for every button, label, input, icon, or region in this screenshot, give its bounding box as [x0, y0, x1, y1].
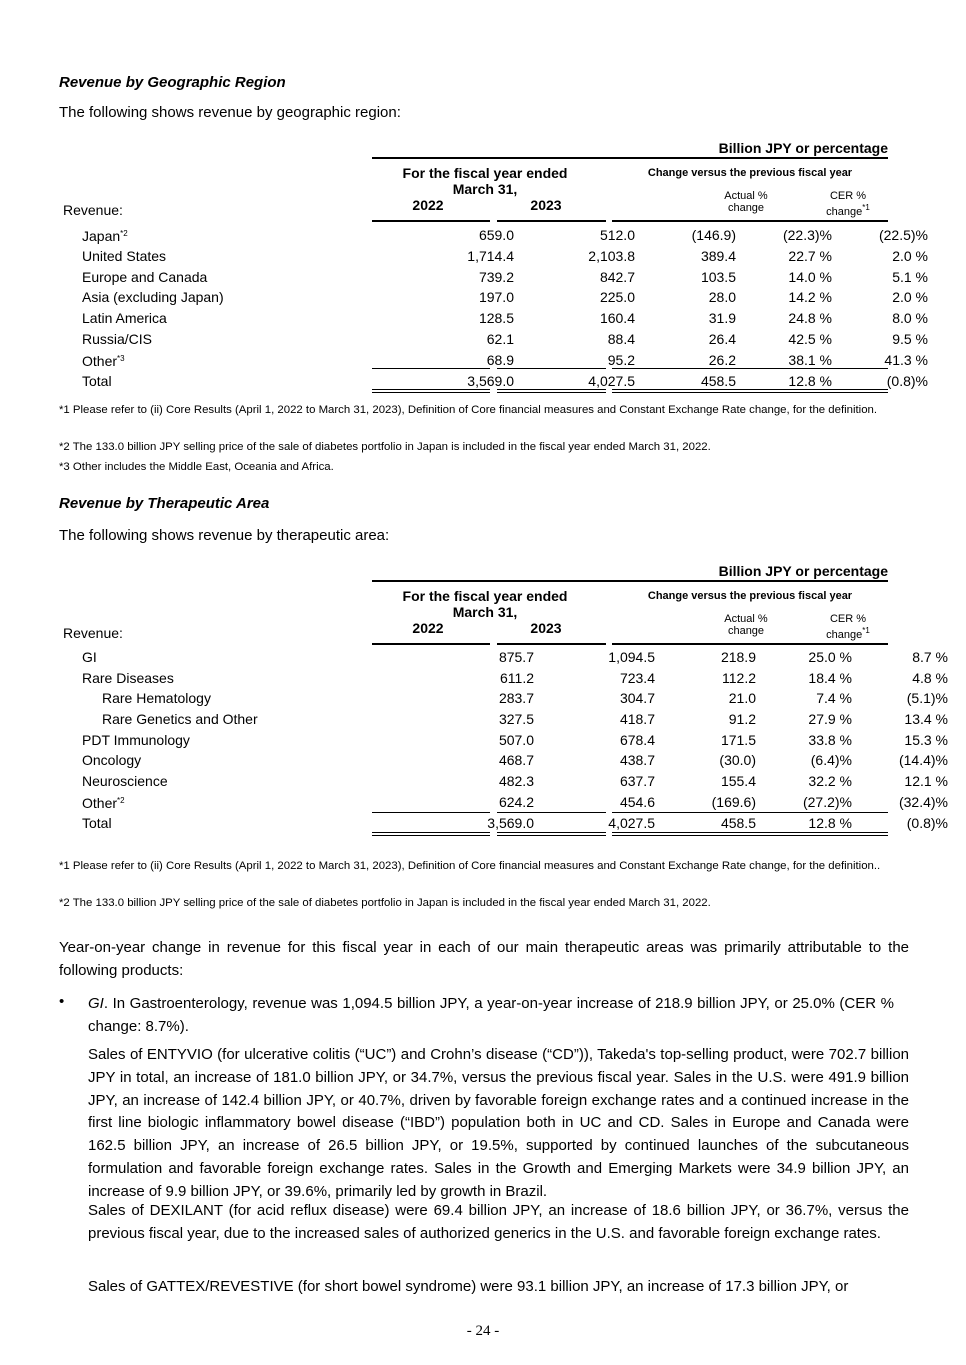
fiscal-year-header: For the fiscal year ended March 31,: [402, 165, 568, 197]
cer-change: (5.1)%: [906, 690, 948, 707]
cer-change: 2.0 %: [892, 289, 928, 306]
change-value: 112.2: [722, 669, 756, 686]
row-label-text: Other: [82, 352, 118, 369]
revenue-row-header: Revenue:: [63, 202, 123, 218]
row-label-text: Rare Diseases: [82, 669, 174, 686]
row-label-text: Neuroscience: [82, 772, 168, 789]
header-rule: [497, 643, 606, 645]
paragraph-gattex: Sales of GATTEX/REVESTIVE (for short bowel syndrome) were 93.1 billion JPY, an increase of 17.3 billion JPY, or: [88, 1278, 849, 1295]
bullet-text: . In Gastroenterology, revenue was 1,094.5 billion JPY, a year-on-year increase of 218.9 billion JPY, or 25.0% (CER % change: 8.7%).: [88, 995, 909, 1035]
actual-change: 24.8 %: [788, 310, 832, 327]
row-label: [58, 729, 416, 750]
paragraph-entyvio: Sales of ENTYVIO (for ulcerative colitis (“UC”) and Crohn’s disease (“CD”)), Takeda's top-selling product, were 702.7 billion JPY in total, an increase of 181.0 billion JPY, or 34.7%, versus the previous fiscal year. Sales in the U.S. were 491.9 billion JPY, an increase of 142.4 billion JPY, or 40.7%, driven by favorable foreign exchange rates and a continued increase in the first line biologic inflammatory bowel disease (“IBD”) population both in UC and CD. Sales in Europe and Canada were 162.5 billion JPY, an increase of 26.5 billion JPY, or 19.5%, supported by continued launches of the subcutaneous formulation and favorable foreign exchange rates. Sales in the Growth and Emerging Markets were 34.9 billion JPY, an increase of 9.9 billion JPY, or 39.6%, primarily led by growth in Brazil.: [88, 1046, 909, 1200]
cer-change-header: [808, 613, 888, 641]
cer-change: (32.4)%: [898, 794, 948, 811]
value-2022: 327.5: [498, 711, 534, 728]
actual-change: 12.8 %: [808, 815, 852, 832]
row-label: [58, 349, 396, 371]
row-label: [58, 813, 416, 834]
revenue-row-header: Revenue:: [63, 625, 123, 641]
cer-header-text: CER % change: [826, 613, 867, 641]
subtotal-rule: [372, 812, 490, 813]
row-label-text: Total: [82, 815, 112, 832]
row-label-text: Oncology: [82, 752, 142, 769]
actual-change: 27.9 %: [808, 711, 852, 728]
header-rule: [372, 220, 490, 222]
cer-change: 2.0 %: [892, 248, 928, 265]
header-rule: [612, 220, 888, 222]
table-row: [58, 328, 928, 349]
table-body: [58, 647, 948, 834]
row-note: *3: [117, 353, 125, 363]
cer-note: *1: [862, 626, 870, 635]
row-note: *2: [117, 796, 125, 806]
row-label: [58, 246, 396, 267]
table-row: [58, 224, 928, 246]
row-label-text: United States: [82, 248, 167, 265]
table-row: [58, 668, 948, 689]
cer-change: 13.4 %: [904, 711, 948, 728]
value-2022: 875.7: [498, 649, 534, 666]
value-2022: 624.2: [498, 794, 534, 811]
bullet-lead: GI: [88, 995, 104, 1012]
actual-change: (22.3)%: [782, 227, 832, 243]
cer-change: (14.4)%: [898, 752, 948, 769]
row-label: [58, 791, 416, 813]
change-value: 103.5: [700, 268, 736, 285]
bullet-icon: •: [59, 993, 65, 1010]
actual-change: 25.0 %: [808, 649, 852, 666]
value-2022: 3,569.0: [487, 815, 534, 832]
value-2022: 468.7: [498, 752, 534, 769]
row-label: [58, 750, 416, 771]
value-2023: 304.7: [619, 690, 655, 707]
value-2023: 678.4: [619, 731, 655, 748]
row-label: [58, 688, 416, 709]
section-heading-therapeutic: Revenue by Therapeutic Area: [59, 495, 270, 512]
change-value: 389.4: [700, 248, 736, 265]
page-number: - 24 -: [466, 1323, 500, 1339]
header-rule: [497, 220, 606, 222]
footnote-2: *2 The 133.0 billion JPY selling price of the sale of diabetes portfolio in Japan is included in the fiscal year ended March 31, 2022.: [59, 441, 711, 453]
actual-change: 12.8 %: [788, 373, 832, 390]
table-row: [58, 771, 948, 792]
row-label: [58, 267, 396, 288]
row-label-text: Latin America: [82, 310, 167, 327]
total-row: [58, 813, 948, 834]
cer-change-header: [808, 190, 888, 218]
change-value: 28.0: [708, 289, 736, 306]
actual-change: 32.2 %: [808, 772, 852, 789]
cer-change: 8.0 %: [892, 310, 928, 327]
table-row: [58, 688, 948, 709]
change-value: 21.0: [728, 690, 756, 707]
change-value: 26.2: [708, 351, 736, 368]
row-label: [58, 287, 396, 308]
row-label: [58, 771, 416, 792]
cer-change: 9.5 %: [892, 330, 928, 347]
actual-change: (27.2)%: [802, 794, 852, 811]
cer-change: 15.3 %: [904, 731, 948, 748]
value-2023: 723.4: [619, 669, 655, 686]
change-value: 31.9: [708, 310, 736, 327]
table-row: [58, 750, 948, 771]
value-2022: 68.9: [486, 351, 514, 368]
change-value: 218.9: [720, 649, 756, 666]
total-double-rule: [497, 392, 606, 393]
section-intro-geographic: The following shows revenue by geographic region:: [59, 104, 401, 121]
row-label-text: Rare Genetics and Other: [102, 711, 258, 728]
row-note: *2: [120, 229, 128, 238]
row-label-text: PDT Immunology: [82, 731, 190, 748]
year-header-2022: 2022: [412, 197, 444, 213]
subtotal-rule: [497, 812, 606, 813]
value-2023: 95.2: [607, 351, 635, 368]
value-2022: 659.0: [478, 227, 514, 243]
header-rule: [372, 643, 490, 645]
table-row: [58, 791, 948, 813]
row-label-text: Japan: [82, 228, 121, 244]
total-double-rule: [497, 389, 606, 390]
subtotal-rule: [612, 368, 888, 369]
value-2023: 88.4: [607, 330, 635, 347]
row-label: [58, 647, 416, 668]
total-double-rule: [372, 389, 490, 390]
value-2023: 4,027.5: [608, 815, 655, 832]
row-label-text: Total: [82, 373, 112, 390]
actual-change-header: Actual % change: [724, 190, 768, 214]
table-row: [58, 647, 948, 668]
value-2022: 482.3: [498, 772, 534, 789]
value-2023: 512.0: [599, 227, 635, 243]
change-value: (146.9): [691, 227, 736, 243]
table-row: [58, 308, 928, 329]
cer-change: 5.1 %: [892, 268, 928, 285]
cer-change: 41.3 %: [884, 351, 928, 368]
fiscal-year-header: For the fiscal year ended March 31,: [402, 588, 568, 620]
section-intro-therapeutic: The following shows revenue by therapeutic area:: [59, 527, 390, 544]
value-2022: 3,569.0: [467, 373, 514, 390]
row-label: [58, 371, 396, 392]
cer-change: 8.7 %: [912, 649, 948, 666]
value-2023: 454.6: [619, 794, 655, 811]
total-double-rule: [372, 832, 490, 833]
footnote-3: *3 Other includes the Middle East, Oceania and Africa.: [59, 461, 334, 473]
subtotal-rule: [497, 368, 606, 369]
footnote-1: *1 Please refer to (ii) Core Results (April 1, 2022 to March 31, 2023), Definition of Core financial measures and Constant Exchange Rate change, for the definition.: [59, 404, 878, 416]
change-value: 91.2: [728, 711, 756, 728]
paragraph-dexilant: Sales of DEXILANT (for acid reflux disease) were 69.4 billion JPY, an increase of 18.6 billion JPY, or 36.7%, versus the previous fiscal year, due to the increased sales of authorized generics in the U.S. and favorable foreign exchange rates.: [88, 1202, 909, 1242]
table-body: [58, 224, 928, 392]
row-label-text: Russia/CIS: [82, 330, 153, 347]
value-2022: 1,714.4: [467, 248, 514, 265]
year-header-2023: 2023: [530, 620, 562, 636]
narrative-intro: Year-on-year change in revenue for this fiscal year in each of our main therapeutic areas was primarily attributable to the following products:: [59, 939, 909, 979]
change-value: 458.5: [700, 373, 736, 390]
actual-change: 18.4 %: [808, 669, 852, 686]
actual-change: 7.4 %: [816, 690, 852, 707]
change-value: 171.5: [720, 731, 756, 748]
total-double-rule: [372, 392, 490, 393]
bullet-gi: [88, 993, 909, 1039]
header-rule: [612, 643, 888, 645]
row-label-text: Rare Hematology: [102, 690, 211, 707]
cer-header-text: CER % change: [826, 190, 867, 218]
change-value: (30.0): [719, 752, 756, 769]
table-row: [58, 287, 928, 308]
value-2023: 842.7: [599, 268, 635, 285]
cer-change: (0.8)%: [886, 373, 928, 390]
value-2023: 225.0: [599, 289, 635, 306]
actual-change: 14.2 %: [788, 289, 832, 306]
value-2023: 160.4: [599, 310, 635, 327]
value-2023: 2,103.8: [588, 248, 635, 265]
change-value: (169.6): [711, 794, 756, 811]
year-header-2022: 2022: [412, 620, 444, 636]
value-2023: 438.7: [619, 752, 655, 769]
table-row: [58, 729, 948, 750]
actual-change: 38.1 %: [788, 351, 832, 368]
value-2022: 197.0: [478, 289, 514, 306]
change-value: 458.5: [720, 815, 756, 832]
value-2022: 507.0: [498, 731, 534, 748]
actual-change: 42.5 %: [788, 330, 832, 347]
value-2023: 418.7: [619, 711, 655, 728]
value-2022: 62.1: [486, 330, 514, 347]
actual-change: 33.8 %: [808, 731, 852, 748]
row-label: [58, 224, 396, 246]
table-row: [58, 267, 928, 288]
footnote-1: *1 Please refer to (ii) Core Results (April 1, 2022 to March 31, 2023), Definition of Core financial measures and Constant Exchange Rate change, for the definition..: [59, 860, 881, 872]
value-2023: 1,094.5: [608, 649, 655, 666]
table-row: [58, 709, 948, 730]
cer-change: 4.8 %: [912, 669, 948, 686]
total-double-rule: [612, 832, 888, 833]
cer-change: 12.1 %: [904, 772, 948, 789]
row-label: [58, 308, 396, 329]
actual-change: 14.0 %: [788, 268, 832, 285]
row-label: [58, 328, 396, 349]
value-2022: 283.7: [498, 690, 534, 707]
total-double-rule: [612, 392, 888, 393]
change-value: 26.4: [708, 330, 736, 347]
total-double-rule: [612, 389, 888, 390]
footnote-2: *2 The 133.0 billion JPY selling price of the sale of diabetes portfolio in Japan is included in the fiscal year ended March 31, 2022.: [59, 897, 711, 909]
value-2022: 611.2: [500, 669, 534, 686]
row-label-text: Europe and Canada: [82, 268, 208, 285]
total-double-rule: [612, 835, 888, 836]
row-label-text: GI: [82, 649, 97, 666]
value-2023: 4,027.5: [588, 373, 635, 390]
table-unit-label: Billion JPY or percentage: [372, 140, 888, 159]
row-label: [58, 668, 416, 689]
change-header: Change versus the previous fiscal year: [647, 167, 853, 179]
row-label-text: Asia (excluding Japan): [82, 289, 224, 306]
cer-change: (22.5)%: [878, 227, 928, 243]
table-row: [58, 246, 928, 267]
value-2022: 739.2: [478, 268, 514, 285]
actual-change-header: Actual % change: [724, 613, 768, 637]
total-double-rule: [497, 832, 606, 833]
value-2022: 128.5: [478, 310, 514, 327]
cer-note: *1: [862, 203, 870, 212]
row-label-text: Other: [82, 795, 118, 812]
change-header: Change versus the previous fiscal year: [647, 590, 853, 602]
change-value: 155.4: [720, 772, 756, 789]
total-double-rule: [497, 835, 606, 836]
actual-change: (6.4)%: [810, 752, 852, 769]
subtotal-rule: [612, 812, 888, 813]
cer-change: (0.8)%: [906, 815, 948, 832]
table-unit-label: Billion JPY or percentage: [372, 563, 888, 582]
total-double-rule: [372, 835, 490, 836]
value-2023: 637.7: [619, 772, 655, 789]
subtotal-rule: [372, 368, 490, 369]
section-heading-geographic: Revenue by Geographic Region: [59, 74, 286, 91]
actual-change: 22.7 %: [788, 248, 832, 265]
row-label: [58, 709, 416, 730]
year-header-2023: 2023: [530, 197, 562, 213]
